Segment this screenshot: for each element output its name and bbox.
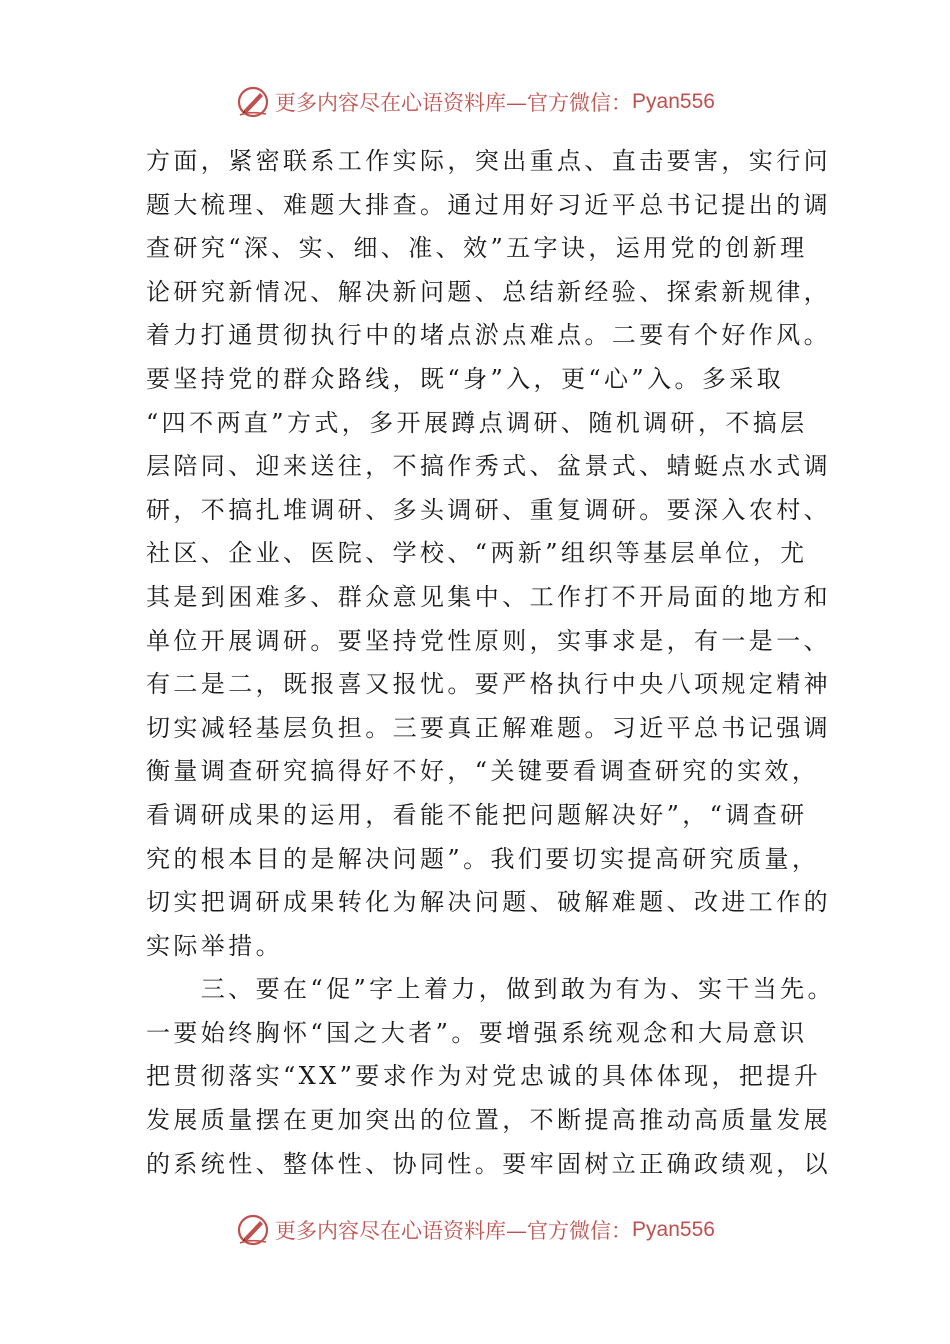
text-line: 的系统性、整体性、协同性。要牢固树立正确政绩观，以 bbox=[146, 1149, 831, 1178]
text-line: 其是到困难多、群众意见集中、工作打不开局面的地方和 bbox=[146, 582, 831, 611]
text-line: 论研究新情况、解决新问题、总结新经验、探索新规律， bbox=[146, 277, 831, 306]
text-line: 层陪同、迎来送往，不搞作秀式、盆景式、蜻蜓点水式调 bbox=[146, 452, 831, 481]
text-line: 方面，紧密联系工作实际，突出重点、直击要害，实行问 bbox=[146, 147, 831, 175]
text-line: 研，不搞扎堆调研、多头调研、重复调研。要深入农村、 bbox=[146, 495, 831, 524]
text-line: 社区、企业、医院、学校、“两新”组织等基层单位，尤 bbox=[146, 539, 808, 568]
text-line: 看调研成果的运用，看能不能把问题解决好”，“调查研 bbox=[146, 800, 808, 829]
section-heading-line: 三、要在“促”字上着力，做到敢为有为、实干当先。 bbox=[146, 975, 835, 1004]
text-line: 把贯彻落实“XX”要求作为对党忠诚的具体体现，把提升 bbox=[146, 1062, 822, 1091]
wechat-id: Pyan556 bbox=[632, 90, 715, 113]
text-line: “四不两直”方式，多开展蹲点调研、随机调研，不搞层 bbox=[146, 408, 808, 437]
footer-banner bbox=[0, 1210, 950, 1250]
pen-logo-icon bbox=[235, 84, 271, 120]
text-line: 要坚持党的群众路线，既“身”入，更“心”入。多采取 bbox=[146, 364, 785, 393]
banner-text: 更多内容尽在心语资料库—官方微信： bbox=[275, 91, 633, 115]
text-line: 切实把调研成果转化为解决问题、破解难题、改进工作的 bbox=[146, 888, 831, 917]
text-line: 发展质量摆在更加突出的位置，不断提高推动高质量发展 bbox=[146, 1106, 831, 1135]
text-line: 衡量调查研究搞得好不好，“关键要看调查研究的实效， bbox=[146, 757, 820, 786]
text-line: 着力打通贯彻执行中的堵点淤点难点。二要有个好作风。 bbox=[146, 321, 831, 350]
header-banner bbox=[0, 82, 950, 122]
text-line: 一要始终胸怀“国之大者”。要增强系统观念和大局意识 bbox=[146, 1018, 808, 1047]
pen-logo-icon bbox=[235, 1212, 271, 1248]
text-line: 单位开展调研。要坚持党性原则，实事求是，有一是一、 bbox=[146, 626, 831, 655]
text-line: 题大梳理、难题大排查。通过用好习近平总书记提出的调 bbox=[146, 190, 831, 219]
text-line: 查研究“深、实、细、准、效”五字诀，运用党的创新理 bbox=[146, 234, 808, 263]
banner-text: 更多内容尽在心语资料库—官方微信： bbox=[275, 1219, 633, 1243]
text-line: 究的根本目的是解决问题”。我们要切实提高研究质量， bbox=[146, 844, 820, 873]
text-line: 有二是二，既报喜又报忧。要严格执行中央八项规定精神 bbox=[146, 670, 831, 699]
document-body bbox=[146, 140, 835, 1186]
wechat-id: Pyan556 bbox=[632, 1218, 715, 1241]
text-line: 切实减轻基层负担。三要真正解难题。习近平总书记强调 bbox=[146, 713, 831, 742]
text-line: 实际举措。 bbox=[146, 931, 283, 960]
